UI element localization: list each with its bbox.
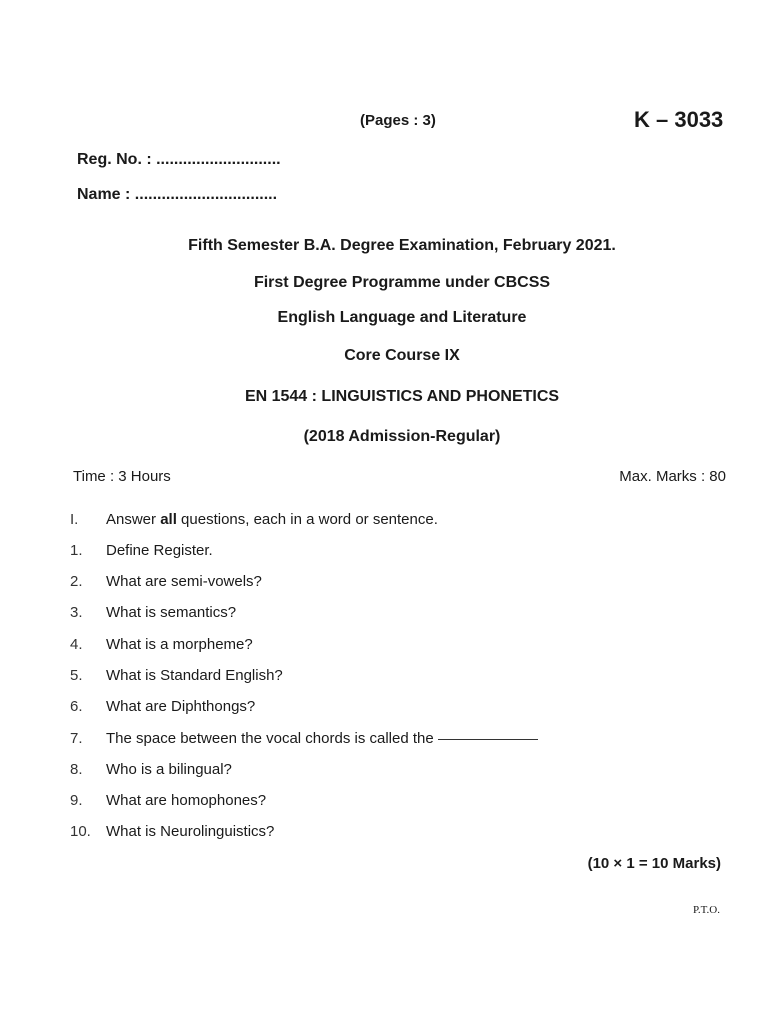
question-number: 7. <box>70 730 83 747</box>
paper-code: K – 3033 <box>634 107 724 132</box>
page-count: (Pages : 3) <box>360 112 436 129</box>
question-text: Who is a bilingual? <box>106 761 232 778</box>
question-text: What is a morpheme? <box>106 636 253 653</box>
question-text: The space between the vocal chords is called the <box>106 730 434 747</box>
question-number: 10. <box>70 823 91 840</box>
pto-note: P.T.O. <box>693 904 720 916</box>
question-text: Define Register. <box>106 542 213 559</box>
question-text: What is semantics? <box>106 604 237 621</box>
instruction-pre: Answer <box>106 511 161 528</box>
course: Core Course IX <box>344 347 460 364</box>
exam-title: Fifth Semester B.A. Degree Examination, February 2021. <box>188 237 616 254</box>
question-text: What are homophones? <box>106 792 267 809</box>
question-text: What are semi-vowels? <box>106 573 262 590</box>
question-item <box>70 604 236 621</box>
question-number: 9. <box>70 792 83 809</box>
question-number: 8. <box>70 761 83 778</box>
question-text: What is Standard English? <box>106 667 283 684</box>
question-item <box>70 761 232 778</box>
question-number: 6. <box>70 698 83 715</box>
question-item <box>70 573 262 590</box>
section-marks: (10 × 1 = 10 Marks) <box>587 855 721 872</box>
admission: (2018 Admission-Regular) <box>303 428 501 445</box>
programme: First Degree Programme under CBCSS <box>253 274 551 291</box>
question-number: 4. <box>70 636 83 653</box>
section-number: I. <box>70 511 79 528</box>
subject: English Language and Literature <box>277 309 527 326</box>
question-text: What are Diphthongs? <box>106 698 256 715</box>
question-item <box>70 792 266 809</box>
instruction-post: questions, each in a word or sentence. <box>176 511 438 528</box>
section-instruction <box>70 511 438 528</box>
time-allowed: Time : 3 Hours <box>73 468 171 485</box>
question-number: 1. <box>70 542 83 559</box>
name-field: Name : ................................ <box>77 186 278 203</box>
question-item <box>70 667 283 684</box>
question-item <box>70 698 255 715</box>
question-text: What is Neurolinguistics? <box>106 823 275 840</box>
question-number: 5. <box>70 667 83 684</box>
question-item <box>70 730 538 747</box>
answer-blank-line <box>438 738 538 740</box>
max-marks: Max. Marks : 80 <box>619 468 726 485</box>
reg-no-field: Reg. No. : ............................ <box>77 151 281 168</box>
paper-title: EN 1544 : LINGUISTICS AND PHONETICS <box>244 388 560 405</box>
instruction-bold: all <box>160 511 177 528</box>
question-item <box>70 636 253 653</box>
question-item <box>70 542 213 559</box>
question-item <box>70 823 274 840</box>
question-number: 2. <box>70 573 83 590</box>
question-number: 3. <box>70 604 83 621</box>
